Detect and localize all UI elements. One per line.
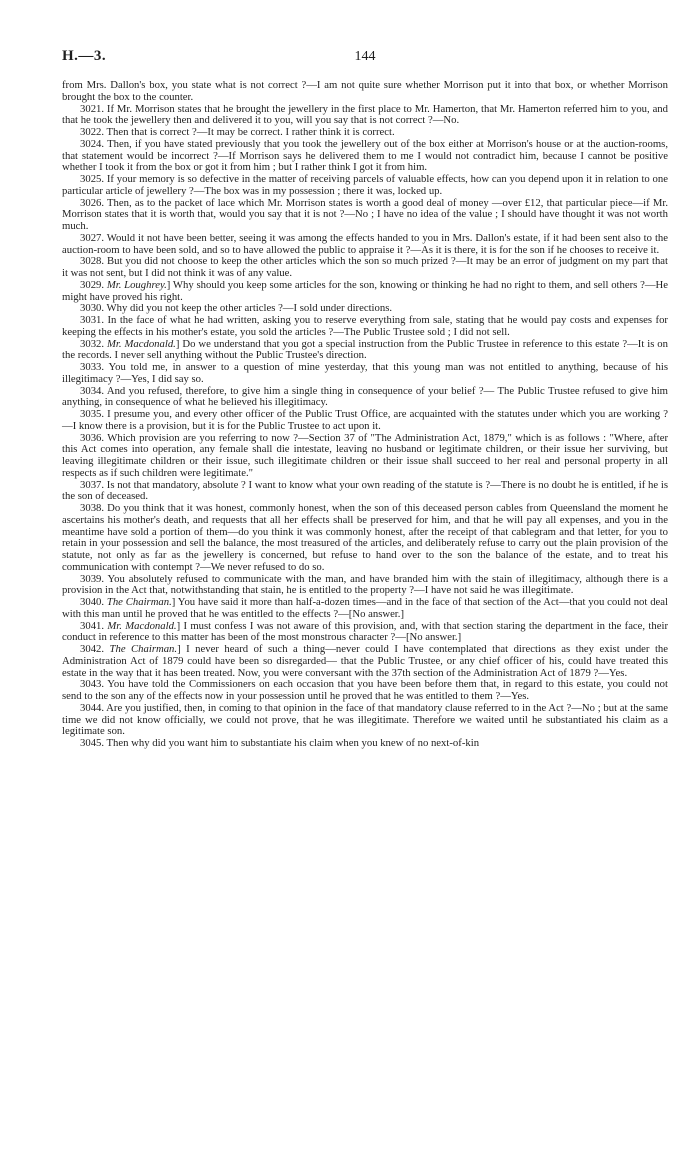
document-body	[62, 80, 668, 750]
question-paragraph: 3034. And you refused, therefore, to give him a single thing in consequence of your belief ?— The Public Trustee refused to give him anything, in consequence of what he believed his illegitimacy.	[62, 384, 668, 409]
question-paragraph: 3040. The Chairman.] You have said it more than half-a-dozen times—and in the face of that section of the Act—that you could not deal with this man until he proved that he was entitled to the effects ?—[No answer.]	[62, 596, 669, 620]
question-paragraph: 3025. If your memory is so defective in the matter of receiving parcels of valuable effects, how can you depend upon it in relation to one particular article of jewellery ?—The box was in my possession ; there it was, locked up.	[62, 173, 668, 197]
series-code: H.—3.	[62, 48, 107, 64]
question-paragraph: 3035. I presume you, and every other officer of the Public Trust Office, are acquainted with the statutes under which you are working ?—I know there is a provision, but it is for the Public Trustee to act upon it.	[62, 408, 668, 432]
question-paragraph: 3044. Are you justified, then, in coming to that opinion in the face of that mandatory clause referred to in the Act ?—No ; but at the same time we did not know officially, we could not prove, that he was illegitimate. Therefore we waited until he substantiated his claim as a legitimate son.	[62, 701, 668, 738]
question-paragraph: 3021. If Mr. Morrison states that he brought the jewellery in the first place to Mr. Hamerton, that Mr. Hamerton referred him to you, and that he took the jewellery then and delivered it to you, will you say that is not correct ?—No.	[62, 102, 668, 127]
document-page	[62, 48, 668, 750]
question-paragraph: 3041. Mr. Macdonald.] I must confess I was not aware of this provision, and, with that section staring the department in the face, their conduct in reference to this matter has been of the most monstrous character ?—[No answer.]	[62, 619, 668, 644]
question-paragraph: 3031. In the face of what he had written, asking you to reserve everything from sale, stating that he would pay costs and expenses for keeping the effects in his mother's estate, you sold the articles ?—The Public Trustee sold ; I did not sell.	[62, 314, 668, 338]
question-paragraph: 3037. Is not that mandatory, absolute ? I want to know what your own reading of the statute is ?—There is no doubt he is entitled, if he is the son of deceased.	[62, 478, 668, 503]
question-paragraph: 3039. You absolutely refused to communicate with the man, and have branded him with the stain of illegitimacy, although there is a provision in the Act that, notwithstanding that stain, he is entitled to the property ?—I have not said he was illegitimate.	[62, 572, 668, 597]
question-paragraph: 3029. Mr. Loughrey.] Why should you keep some articles for the son, knowing or thinking he had no right to them, and sell others ?—He might have proved his right.	[62, 278, 668, 303]
question-paragraph: 3022. Then that is correct ?—It may be correct. I rather think it is correct.	[80, 126, 395, 138]
question-paragraph: 3032. Mr. Macdonald.] Do we understand that you got a special instruction from the Public Trustee in reference to this estate ?—It is on the records. I never sell anything without the Public Trustee's direction.	[62, 337, 668, 362]
question-paragraph: 3042. The Chairman.] I never heard of such a thing—never could I have contemplated that directions as they exist under the Administration Act of 1879 could have been so disregarded— that the Public Trustee, or any chief officer of his, could have treated this estate in the way that it has been treated. Now, you were conversant with the 37th section of the Administration Act of 1879 ?—Yes.	[62, 643, 669, 679]
question-paragraph: 3027. Would it not have been better, seeing it was among the effects handed to you in Mrs. Dallon's estate, if it had been sent also to the auction-room to have been sold, and so to have allowed the public to appraise it ?—As it is there, it is for the son if he chooses to receive it.	[62, 231, 668, 256]
page-header	[62, 48, 668, 70]
question-paragraph: 3038. Do you think that it was honest, commonly honest, when the son of this deceased person cables from Queensland the moment he ascertains his mother's death, and requests that all her effects shall be preserved for him, and that he will pay all expenses, and you in the meantime have sold a portion of them—do you think it was commonly honest, after the receipt of that cablegram and that letter, for you to retain in your possession and sell the balance, the most treasured of the articles, and deliberately refuse to carry out the plain provision of the statute, not only as far as the jewellery is concerned, but refuse to hand over to the son the balance of the estate, and to treat his communication with contempt ?—We never refused to do so.	[62, 502, 668, 573]
question-paragraph: 3033. You told me, in answer to a question of mine yesterday, that this young man was not entitled to anything, because of his illegitimacy ?—Yes, I did say so.	[62, 361, 668, 385]
continued-paragraph: from Mrs. Dallon's box, you state what is not correct ?—I am not quite sure whether Morrison put it into that box, or whether Morrison brought the box to the counter.	[62, 79, 668, 103]
question-paragraph: 3024. Then, if you have stated previously that you took the jewellery out of the box either at Morrison's house or at the auction-rooms, that statement would be incorrect ?—If Morrison says he delivered them to me I would not contradict him, because I cannot be positive whether I took it from the box or got it from him ; but I rather think I got it from him.	[62, 137, 668, 174]
question-paragraph: 3043. You have told the Commissioners on each occasion that you have been before them that, in regard to this estate, you could not send to the son any of the effects now in your possession until he proved that he was entitled to them ?—Yes.	[62, 678, 668, 702]
page-number: 144	[354, 49, 376, 64]
question-paragraph: 3026. Then, as to the packet of lace which Mr. Morrison states is worth a good deal of money —over £12, that particular piece—if Mr. Morrison states that it is worth that, would you say that it is not ?—No ; I have no idea of the value ; I should have thought it was not worth much.	[62, 196, 668, 232]
question-paragraph: 3045. Then why did you want him to substantiate his claim when you knew of no next-of-kin	[80, 737, 480, 749]
question-paragraph: 3028. But you did not choose to keep the other articles which the son so much prized ?—It may be an error of judgment on my part that it was not sent, but I did not think it was of any value.	[62, 255, 668, 279]
question-paragraph: 3030. Why did you not keep the other articles ?—I sold under directions.	[80, 302, 393, 315]
question-paragraph: 3036. Which provision are you referring to now ?—Section 37 of "The Administration Act, 1879," which is as follows : "Where, after this Act comes into operation, any female shall die intestate, leaving no husband or legitimate children, or their issue her surviving, but leaving illegitimate children or their issue, such illegitimate children or their issue shall succeed to her real and personal property in all respects as if such children were legitimate."	[62, 431, 668, 479]
